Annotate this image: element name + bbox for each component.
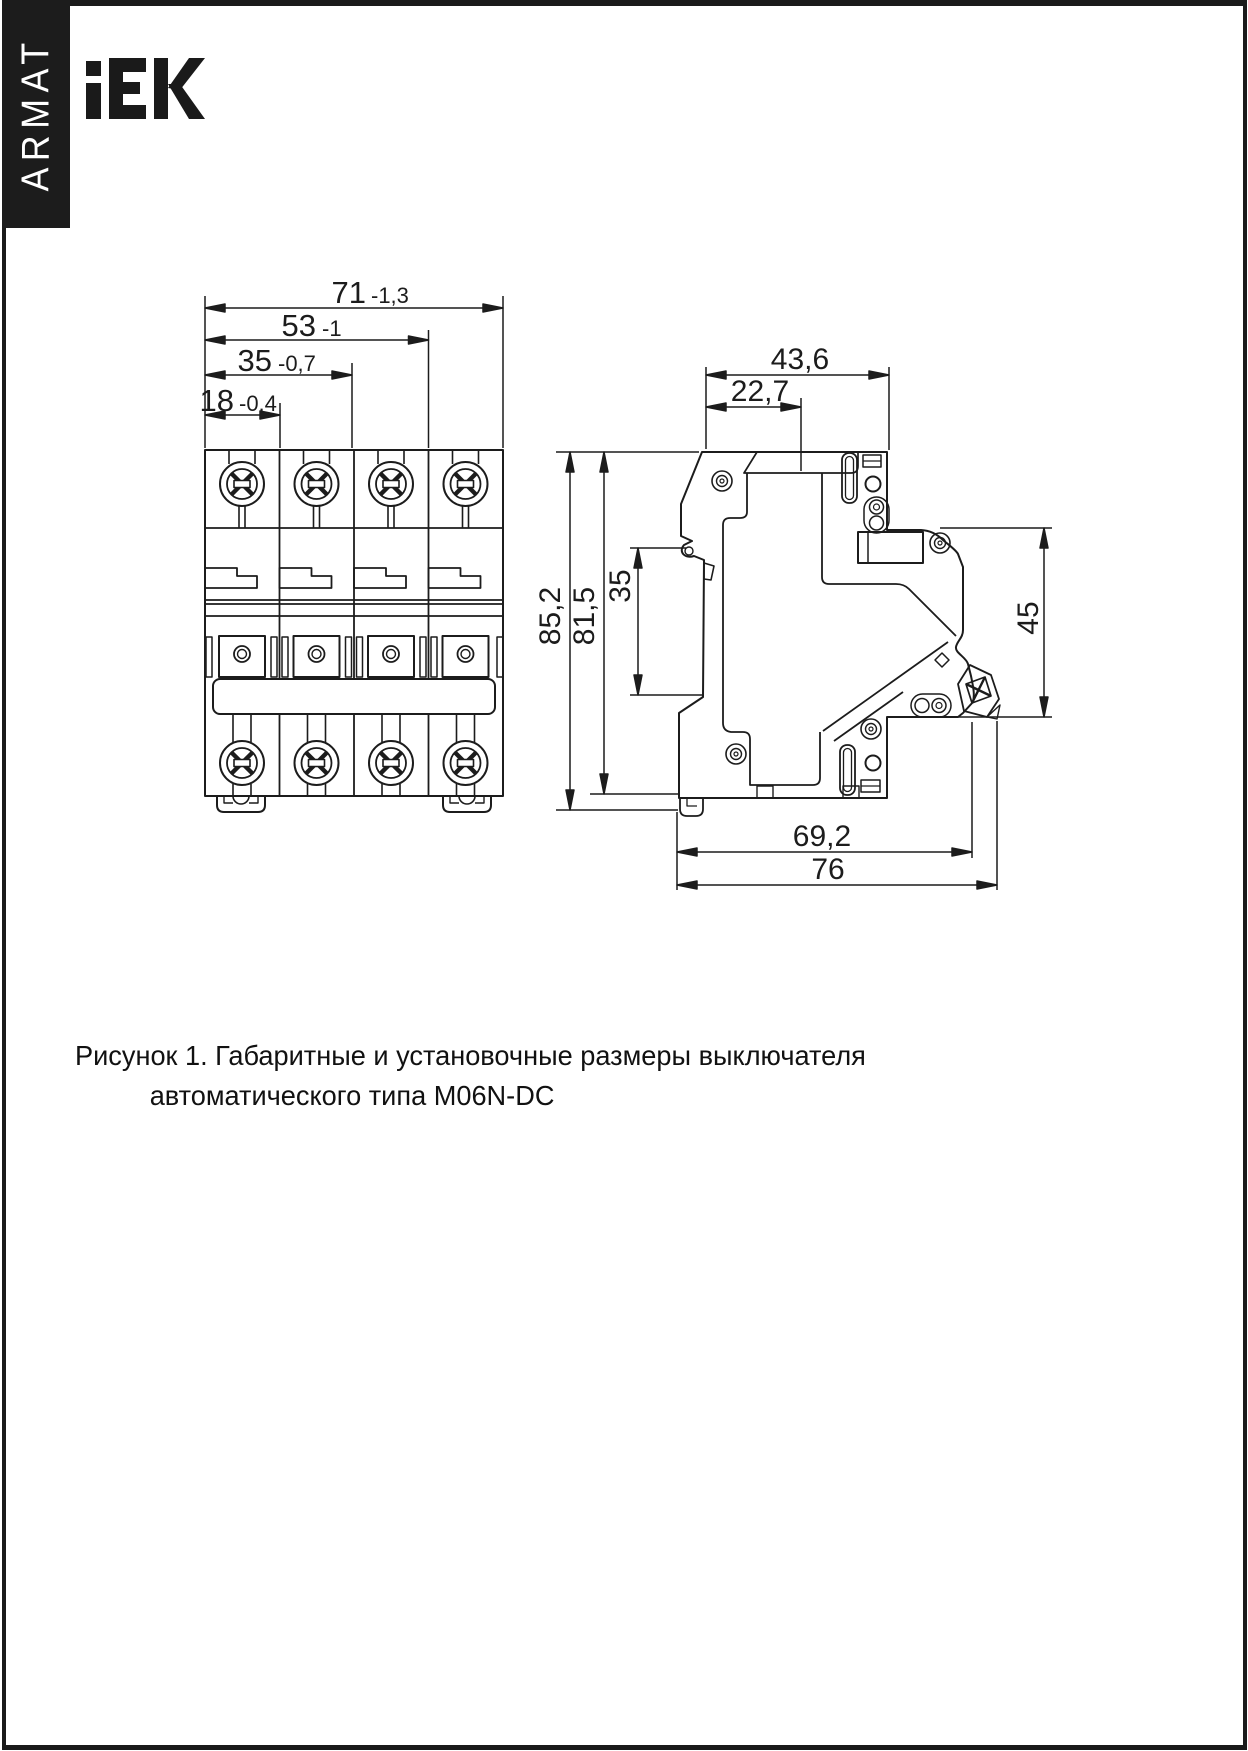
side-clamp-screw <box>958 665 1000 719</box>
dim-53-value: 53 <box>281 308 316 343</box>
side-view-dimensions <box>556 367 1052 890</box>
dim-18-tolerance: -0,4 <box>239 391 277 416</box>
front-mid-tabs <box>205 568 481 588</box>
front-feet <box>217 796 491 812</box>
armat-brand-label: ARMAT <box>14 36 58 192</box>
figure-caption-line1: Рисунок 1. Габаритные и установочные размеры выключателя <box>75 1040 866 1071</box>
dim-35-tolerance: -0,7 <box>278 351 316 376</box>
front-view <box>205 450 503 812</box>
dim-71-tolerance: -1,3 <box>371 283 409 308</box>
dim-69-2: 69,2 <box>792 820 852 853</box>
dim-35-value: 35 <box>237 343 272 378</box>
dim-18-value: 18 <box>199 383 234 418</box>
dim-76: 76 <box>811 853 845 886</box>
dim-71-value: 71 <box>331 275 366 310</box>
dim-22-7: 22,7 <box>730 375 790 408</box>
side-view <box>679 452 1000 816</box>
front-toggle-handle <box>213 679 495 714</box>
dim-85-2: 85,2 <box>534 586 567 646</box>
dim-53-tolerance: -1 <box>322 316 342 341</box>
figure-caption <box>75 1036 866 1116</box>
dim-43-6: 43,6 <box>770 343 830 376</box>
figure-caption-line2: автоматического типа M06N-DC <box>149 1080 555 1111</box>
dim-rail-35: 35 <box>604 569 637 603</box>
dim-45: 45 <box>1012 601 1045 635</box>
dim-81-5: 81,5 <box>568 586 601 646</box>
